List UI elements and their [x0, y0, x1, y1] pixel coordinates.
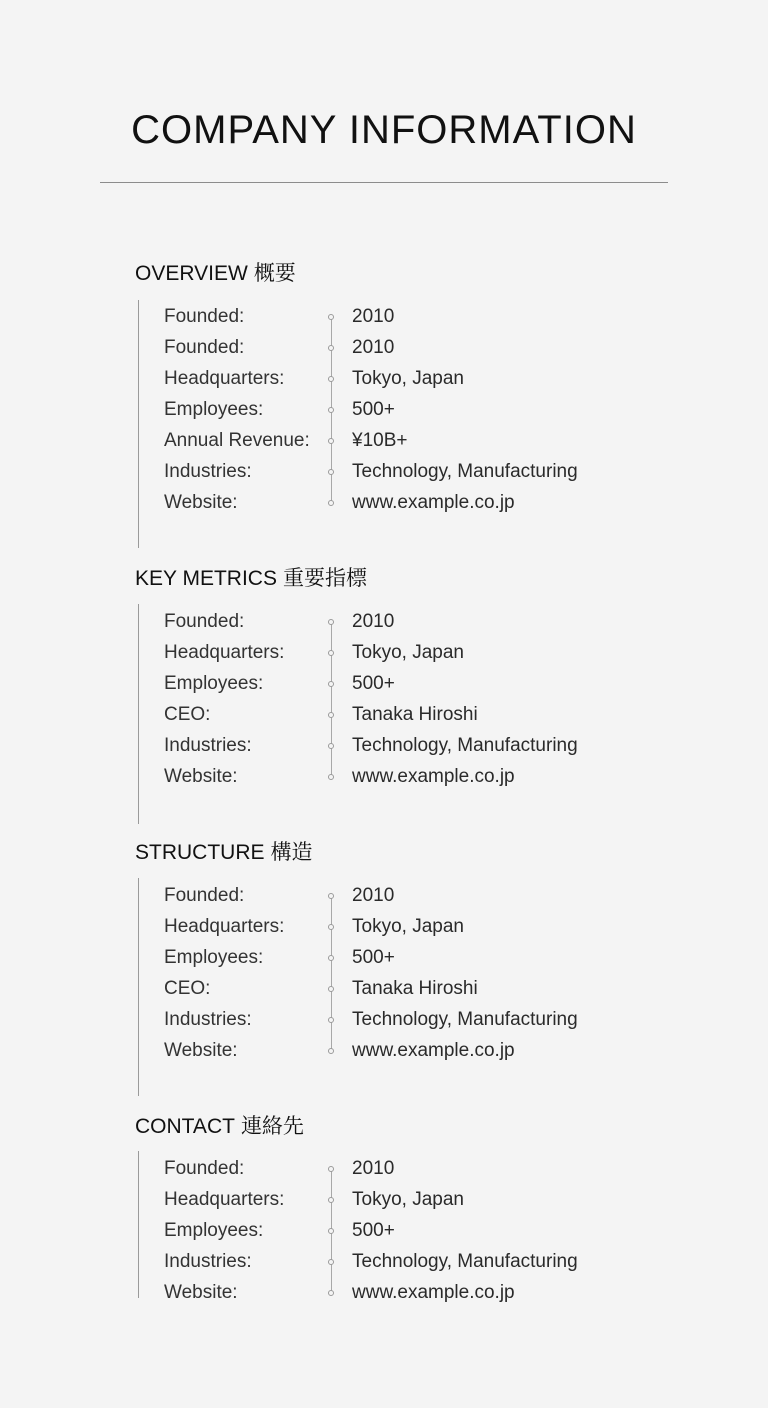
row-value: www.example.co.jp	[352, 492, 515, 513]
timeline-dot-icon	[328, 681, 334, 687]
row-value: 2010	[352, 337, 395, 358]
info-row	[0, 1157, 768, 1188]
row-value: Tokyo, Japan	[352, 1189, 464, 1210]
row-label: Industries:	[164, 1251, 252, 1272]
section-title: STRUCTURE	[135, 841, 265, 864]
row-value: Tanaka Hiroshi	[352, 704, 478, 725]
row-label: CEO:	[164, 704, 211, 725]
info-row	[0, 1039, 768, 1070]
info-row	[0, 641, 768, 672]
info-row	[0, 765, 768, 796]
timeline-dot-icon	[328, 924, 334, 930]
row-value: Tokyo, Japan	[352, 916, 464, 937]
info-row	[0, 336, 768, 367]
section-title: KEY METRICS	[135, 567, 277, 590]
row-label: CEO:	[164, 978, 211, 999]
row-value: 2010	[352, 611, 395, 632]
row-label: Founded:	[164, 1158, 245, 1179]
info-row	[0, 703, 768, 734]
row-value: 500+	[352, 1220, 395, 1241]
timeline-dot-icon	[328, 955, 334, 961]
info-row	[0, 1281, 768, 1312]
section-heading	[135, 562, 367, 592]
row-value: Tokyo, Japan	[352, 642, 464, 663]
row-label: Headquarters:	[164, 368, 285, 389]
row-value: 500+	[352, 947, 395, 968]
info-row	[0, 977, 768, 1008]
row-value: 500+	[352, 399, 395, 420]
info-row	[0, 1250, 768, 1281]
info-row	[0, 460, 768, 491]
row-label: Industries:	[164, 735, 252, 756]
row-label: Headquarters:	[164, 1189, 285, 1210]
info-row	[0, 672, 768, 703]
row-label: Employees:	[164, 947, 264, 968]
timeline-dot-icon	[328, 376, 334, 382]
timeline-dot-icon	[328, 743, 334, 749]
timeline-dot-icon	[328, 986, 334, 992]
row-label: Founded:	[164, 611, 245, 632]
timeline-dot-icon	[328, 893, 334, 899]
timeline-dot-icon	[328, 407, 334, 413]
section-title: OVERVIEW	[135, 262, 248, 285]
title-divider	[100, 182, 668, 183]
section-heading	[135, 257, 296, 287]
row-label: Industries:	[164, 461, 252, 482]
info-row	[0, 946, 768, 977]
row-value: Technology, Manufacturing	[352, 735, 578, 756]
timeline-dot-icon	[328, 619, 334, 625]
row-label: Founded:	[164, 337, 245, 358]
timeline-dot-icon	[328, 1259, 334, 1265]
timeline-dot-icon	[328, 1290, 334, 1296]
info-row	[0, 610, 768, 641]
info-row	[0, 734, 768, 765]
timeline-dot-icon	[328, 345, 334, 351]
row-label: Headquarters:	[164, 642, 285, 663]
section-title: CONTACT	[135, 1115, 235, 1138]
row-value: ¥10B+	[352, 430, 408, 451]
timeline-dot-icon	[328, 469, 334, 475]
timeline-dot-icon	[328, 712, 334, 718]
section-heading	[135, 1110, 304, 1140]
row-label: Employees:	[164, 399, 264, 420]
timeline-dot-icon	[328, 1048, 334, 1054]
page-title: COMPANY INFORMATION	[131, 108, 637, 152]
row-label: Industries:	[164, 1009, 252, 1030]
row-value: www.example.co.jp	[352, 766, 515, 787]
info-row	[0, 1219, 768, 1250]
row-label: Headquarters:	[164, 916, 285, 937]
row-label: Employees:	[164, 673, 264, 694]
info-row	[0, 398, 768, 429]
info-row	[0, 1008, 768, 1039]
section-title-jp: 概要	[253, 262, 296, 285]
row-value: Tokyo, Japan	[352, 368, 464, 389]
row-value: 2010	[352, 1158, 395, 1179]
row-label: Website:	[164, 492, 238, 513]
row-value: 2010	[352, 306, 395, 327]
row-label: Website:	[164, 1040, 238, 1061]
row-value: Technology, Manufacturing	[352, 1251, 578, 1272]
row-value: Technology, Manufacturing	[352, 1009, 578, 1030]
timeline-dot-icon	[328, 438, 334, 444]
row-value: www.example.co.jp	[352, 1282, 515, 1303]
section-heading	[135, 836, 313, 866]
timeline-dot-icon	[328, 500, 334, 506]
row-value: Technology, Manufacturing	[352, 461, 578, 482]
row-label: Founded:	[164, 306, 245, 327]
timeline-dot-icon	[328, 1017, 334, 1023]
timeline-dot-icon	[328, 314, 334, 320]
info-row	[0, 1188, 768, 1219]
timeline-dot-icon	[328, 774, 334, 780]
info-row	[0, 367, 768, 398]
info-row	[0, 429, 768, 460]
row-label: Annual Revenue:	[164, 430, 310, 451]
row-value: 500+	[352, 673, 395, 694]
info-row	[0, 491, 768, 522]
timeline-dot-icon	[328, 650, 334, 656]
section-title-jp: 構造	[270, 841, 313, 864]
row-value: 2010	[352, 885, 395, 906]
section-title-jp: 重要指標	[282, 567, 367, 590]
row-label: Founded:	[164, 885, 245, 906]
info-row	[0, 305, 768, 336]
row-label: Employees:	[164, 1220, 264, 1241]
timeline-dot-icon	[328, 1166, 334, 1172]
info-row	[0, 915, 768, 946]
row-label: Website:	[164, 766, 238, 787]
section-title-jp: 連絡先	[240, 1115, 304, 1138]
info-row	[0, 884, 768, 915]
timeline-dot-icon	[328, 1197, 334, 1203]
row-value: www.example.co.jp	[352, 1040, 515, 1061]
timeline-dot-icon	[328, 1228, 334, 1234]
row-value: Tanaka Hiroshi	[352, 978, 478, 999]
row-label: Website:	[164, 1282, 238, 1303]
